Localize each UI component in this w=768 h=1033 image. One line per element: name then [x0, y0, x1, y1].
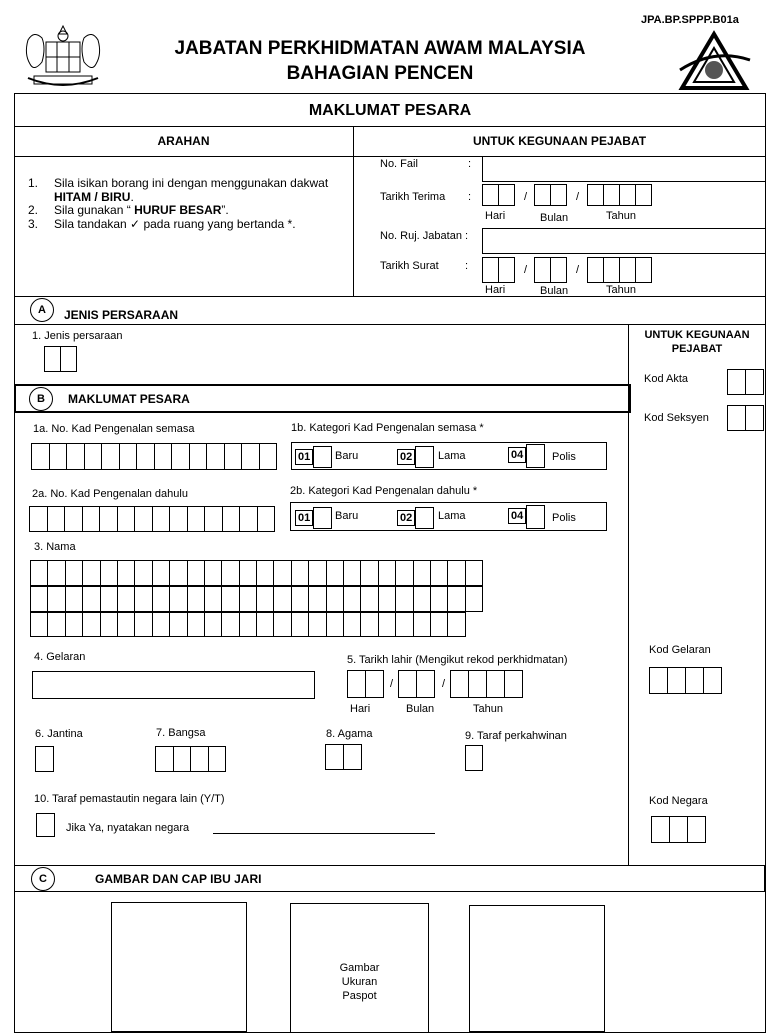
photo-box-right[interactable]	[469, 905, 605, 1032]
retirement-type-input[interactable]	[44, 346, 76, 372]
passport-photo-label	[290, 961, 429, 1003]
received-date-day[interactable]	[482, 184, 514, 206]
name-input-row[interactable]	[30, 612, 465, 637]
date-slash: /	[524, 264, 528, 276]
day-label: Hari	[485, 284, 506, 296]
birth-date-day[interactable]	[347, 670, 383, 698]
category-checkbox-baru[interactable]	[313, 446, 332, 468]
marital-status-label: 9. Taraf perkahwinan	[465, 730, 567, 742]
section-a-title: JENIS PERSARAAN	[64, 308, 179, 322]
category-code: 04	[508, 508, 526, 524]
pension-division-logo	[676, 30, 752, 92]
date-slash: /	[390, 678, 394, 690]
office-use-heading: UNTUK KEGUNAAN PEJABAT	[472, 134, 647, 148]
kod-seksyen-label: Kod Seksyen	[644, 412, 709, 424]
date-slash: /	[576, 264, 580, 276]
colon: :	[465, 260, 469, 272]
category-label: Lama	[438, 510, 466, 522]
residency-label: 10. Taraf pemastautin negara lain (Y/T)	[34, 793, 225, 805]
header-title-line1: JABATAN PERKHIDMATAN AWAM MALAYSIA	[174, 38, 586, 59]
category-code: 01	[295, 510, 313, 526]
form-code: JPA.BP.SPPP.B01a	[641, 14, 739, 26]
kod-negara-input[interactable]	[651, 816, 705, 843]
day-label: Hari	[485, 210, 506, 222]
received-date-year[interactable]	[587, 184, 651, 206]
ic-previous-category-label: 2b. Kategori Kad Pengenalan dahulu *	[290, 485, 478, 497]
section-b-badge: B	[29, 387, 53, 411]
gender-input[interactable]	[35, 746, 54, 772]
residency-country-field[interactable]	[213, 833, 435, 834]
kod-akta-input[interactable]	[727, 369, 763, 395]
dept-ref-field[interactable]	[482, 228, 766, 254]
year-label: Tahun	[606, 210, 636, 222]
photo-label-line: Ukuran	[341, 976, 378, 988]
name-input-row[interactable]	[30, 560, 482, 586]
category-checkbox-lama-prev[interactable]	[415, 507, 434, 529]
residency-input[interactable]	[36, 813, 55, 837]
government-crest-logo	[22, 22, 104, 92]
race-input[interactable]	[155, 746, 225, 772]
ic-current-input[interactable]	[31, 443, 276, 470]
letter-date-month[interactable]	[534, 257, 566, 283]
birth-date-month[interactable]	[398, 670, 434, 698]
photo-label-line: Gambar	[339, 962, 380, 974]
date-slash: /	[524, 191, 528, 203]
ic-previous-label: 2a. No. Kad Pengenalan dahulu	[32, 488, 188, 500]
year-label: Tahun	[606, 284, 636, 296]
category-code: 02	[397, 449, 415, 465]
side-office-heading: UNTUK KEGUNAAN	[644, 329, 750, 341]
birth-date-label: 5. Tarikh lahir (Mengikut rekod perkhidmatan)	[347, 654, 568, 666]
category-code: 01	[295, 449, 313, 465]
retirement-type-label: 1. Jenis persaraan	[32, 330, 123, 342]
day-label: Hari	[350, 703, 371, 715]
title-label: 4. Gelaran	[34, 651, 86, 663]
letter-date-year[interactable]	[587, 257, 651, 283]
form-title: MAKLUMAT PESARA	[308, 102, 472, 119]
colon: :	[468, 158, 472, 170]
instruction-item: 1. Sila isikan borang ini dengan menggunakan dakwat	[28, 176, 329, 190]
received-date-label: Tarikh Terima	[380, 191, 446, 203]
letter-date-label: Tarikh Surat	[380, 260, 439, 272]
category-label: Lama	[438, 450, 466, 462]
kod-negara-label: Kod Negara	[649, 795, 708, 807]
category-label: Baru	[335, 450, 359, 462]
kod-gelaran-input[interactable]	[649, 667, 721, 694]
kod-seksyen-input[interactable]	[727, 405, 763, 431]
gender-label: 6. Jantina	[35, 728, 83, 740]
month-label: Bulan	[406, 703, 435, 715]
month-label: Bulan	[540, 212, 569, 224]
ic-current-label: 1a. No. Kad Pengenalan semasa	[33, 423, 195, 435]
category-code: 04	[508, 447, 526, 463]
month-label: Bulan	[540, 285, 569, 297]
name-label: 3. Nama	[34, 541, 76, 553]
name-input-row[interactable]	[30, 586, 482, 612]
category-checkbox-baru-prev[interactable]	[313, 507, 332, 529]
received-date-month[interactable]	[534, 184, 566, 206]
colon: :	[468, 191, 472, 203]
ic-current-category-label: 1b. Kategori Kad Pengenalan semasa *	[291, 422, 484, 434]
section-b-title: MAKLUMAT PESARA	[68, 392, 190, 406]
kod-akta-label: Kod Akta	[644, 373, 689, 385]
category-label: Baru	[335, 510, 359, 522]
dept-ref-label: No. Ruj. Jabatan :	[380, 230, 469, 242]
photo-label-line: Paspot	[342, 990, 377, 1002]
date-slash: /	[576, 191, 580, 203]
file-no-field[interactable]	[482, 156, 766, 182]
instruction-item: 2. Sila gunakan “ HURUF BESAR”.	[28, 203, 229, 217]
category-label: Polis	[552, 512, 576, 524]
category-label: Polis	[552, 451, 576, 463]
section-c-title: GAMBAR DAN CAP IBU JARI	[95, 872, 262, 886]
section-a-badge: A	[30, 298, 54, 322]
category-code: 02	[397, 510, 415, 526]
ic-previous-input[interactable]	[29, 506, 274, 532]
marital-status-input[interactable]	[465, 745, 483, 771]
race-label: 7. Bangsa	[156, 727, 206, 739]
side-office-heading-2: PEJABAT	[671, 343, 723, 355]
file-no-label: No. Fail	[380, 158, 418, 170]
instruction-item: 3. Sila tandakan ✓ pada ruang yang bertanda *.	[28, 217, 296, 231]
header-title-line2: BAHAGIAN PENCEN	[286, 63, 474, 84]
section-c-badge: C	[31, 867, 55, 891]
kod-gelaran-label: Kod Gelaran	[649, 644, 711, 656]
year-label: Tahun	[473, 703, 503, 715]
title-input[interactable]	[32, 671, 315, 699]
religion-label: 8. Agama	[326, 728, 373, 740]
birth-date-year[interactable]	[450, 670, 522, 698]
letter-date-day[interactable]	[482, 257, 514, 283]
religion-input[interactable]	[325, 744, 361, 770]
photo-box-left[interactable]	[111, 902, 247, 1032]
date-slash: /	[442, 678, 446, 690]
instructions-heading: ARAHAN	[157, 134, 210, 148]
residency-country-label: Jika Ya, nyatakan negara	[66, 822, 190, 834]
category-checkbox-polis-prev[interactable]	[526, 505, 545, 529]
category-checkbox-polis[interactable]	[526, 444, 545, 468]
instruction-item-bold: HITAM / BIRU.	[54, 190, 134, 204]
category-checkbox-lama[interactable]	[415, 446, 434, 468]
